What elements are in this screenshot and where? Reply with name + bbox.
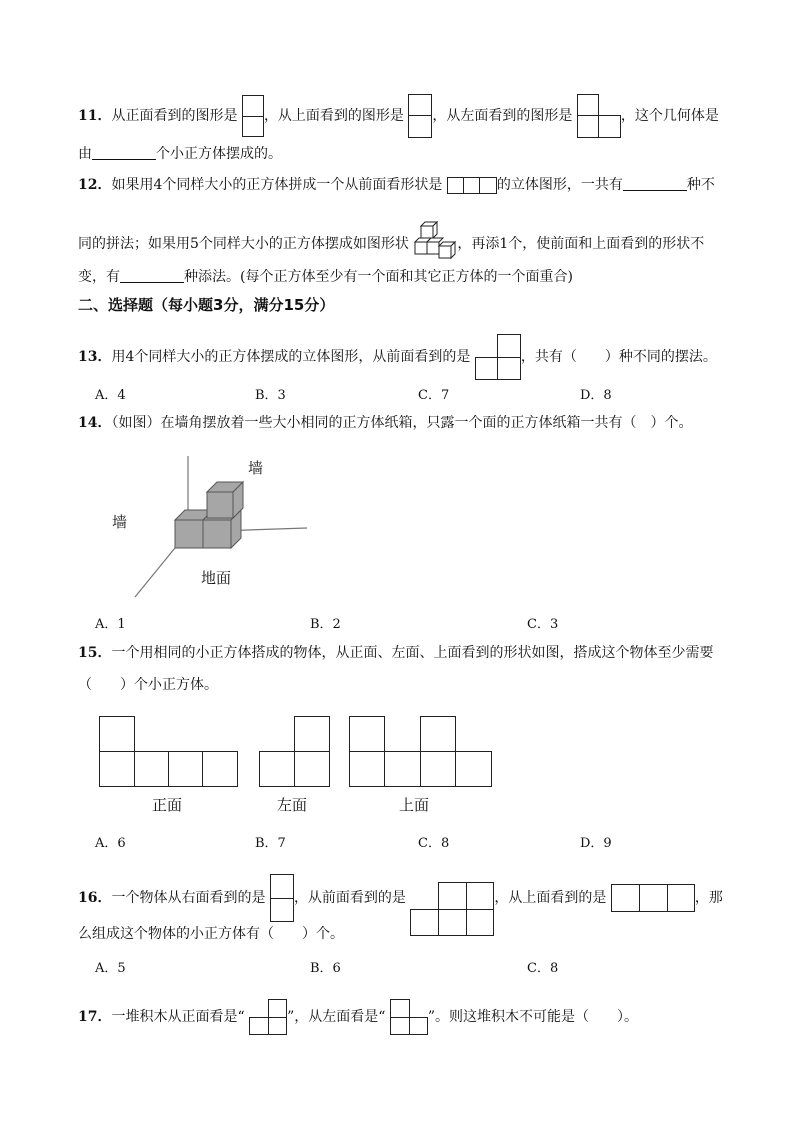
q13-option-a[interactable]: A．4 [95,388,126,403]
q13-option-c[interactable]: C．7 [418,388,450,403]
q14-label-wall-top: 墙 [248,459,264,477]
q16-text1: 一个物体从右面看到的是 [111,890,266,906]
q13-cell [497,357,521,380]
q11-line1 [78,94,719,124]
q12-shape-cell [463,177,480,194]
q16-line1 [78,874,723,906]
q14-number: 14． [78,415,112,431]
q15-front-cell [202,751,238,787]
q12-answer-blank-2[interactable] [120,266,184,283]
q16-front-cell [438,909,467,936]
q12-text3: 种不 [686,177,715,193]
q17-left-cell [390,999,410,1018]
q14-label-wall-left: 墙 [112,513,128,531]
q12-text4: 同的拼法；如果用5个同样大小的正方体摆成如图形状 [78,236,409,252]
q15-front-cell [99,751,135,787]
q11-left-cell [577,115,599,138]
q11-answer-blank[interactable] [92,143,156,160]
q17-text1: 一堆积木从正面看是“ [111,1009,245,1025]
q11-top-cell [408,115,432,138]
q15-top-cell [455,751,492,787]
q13-front-view-figure [475,334,521,380]
q12-text2: 的立体图形，一共有 [496,177,623,193]
q17-left-view-figure [390,999,428,1035]
q17-number: 17． [78,1009,112,1025]
q16-top-cell [667,884,695,912]
q13-text2: ，共有（ ）种不同的摆法。 [520,349,717,365]
q15-caption-left: 左面 [277,796,308,814]
q16-line2 [78,922,344,946]
q11-left-cell [598,115,621,138]
q11-number: 11． [78,108,112,124]
q16-front-cell [466,909,494,936]
q15-left-view-figure [259,716,330,787]
q12-shape-cell [479,177,497,194]
q16-right-view-figure [270,874,294,922]
q17-front-cell [249,1017,269,1035]
q15-option-d[interactable]: D．9 [580,836,612,851]
q16-front-view-figure [410,882,494,936]
q14-line [78,411,692,435]
q16-right-cell [270,874,294,899]
q15-caption-front: 正面 [152,796,183,814]
q15-front-cell [99,716,135,752]
q16-top-cell [639,884,668,912]
q15-option-c[interactable]: C．8 [418,836,450,851]
q11-top-view-figure [408,94,432,138]
q16-top-view-figure [611,884,695,912]
q15-top-cell [349,716,385,752]
q15-text2: （ ）个小正方体。 [78,677,218,693]
q15-number: 15． [78,645,112,661]
q12-answer-blank-1[interactable] [623,174,687,191]
q12-text5: ，再添1个，使前面和上面看到的形状不 [457,236,705,252]
q16-text2: ，从前面看到的是 [293,890,406,906]
q13-option-b[interactable]: B．3 [255,388,286,403]
q11-text4: ，这个几何体是 [620,108,719,124]
q16-top-cell [611,884,640,912]
q14-text: （如图）在墙角摆放着一些大小相同的正方体纸箱，只露一个面的正方体纸箱一共有（ ）个。 [111,415,693,431]
q15-top-cell [420,751,456,787]
q15-caption-top: 上面 [399,796,430,814]
q12-text6: 变，有 [78,269,120,285]
q15-front-cell [168,751,203,787]
q16-option-b[interactable]: B．6 [310,961,341,976]
q15-line1 [78,641,713,665]
q11-text3: ，从左面看到的图形是 [432,108,573,124]
q15-front-cell [134,751,169,787]
q11-front-cell [242,116,264,137]
q12-shape-cell [447,177,464,194]
q12-cube-stack-svg [413,220,457,260]
q15-text1: 一个用相同的小正方体搭成的物体，从正面、左面、上面看到的形状如图，搭成这个物体至少需要 [111,645,714,661]
q11-left-view-figure [577,94,621,138]
q15-option-b[interactable]: B．7 [255,836,286,851]
q15-left-cell [259,751,295,787]
q17-text2: ”，从左面看是“ [287,1009,386,1025]
q15-top-cell [384,751,421,787]
q13-option-d[interactable]: D．8 [580,388,612,403]
q11-text5: 由 [78,146,92,162]
q14-option-c[interactable]: C．3 [527,617,559,632]
q17-left-cell [390,1017,410,1035]
q13-line [78,334,717,365]
q11-front-cell [242,95,264,117]
q13-cell [497,334,521,358]
q11-text6: 个小正方体摆成的。 [156,146,282,162]
q12-cube-stack-figure [413,220,457,260]
q11-front-view-figure [242,95,264,137]
q16-number: 16． [78,890,112,906]
q15-left-cell [294,716,330,752]
q13-cell [475,357,498,380]
q15-line2 [78,673,218,697]
q11-line2 [78,142,282,166]
q13-number: 13． [78,349,112,365]
q16-option-a[interactable]: A．5 [95,961,126,976]
q17-text3: ”。则这堆积木不可能是（ ）。 [427,1009,639,1025]
q12-line1 [78,173,715,197]
q12-line2 [78,220,705,252]
q11-text2: ，从上面看到的图形是 [263,108,404,124]
q14-option-b[interactable]: B．2 [310,617,341,632]
q16-right-cell [270,898,294,922]
q15-top-cell [349,751,385,787]
q17-front-cell [268,999,287,1018]
q12-text7: 种添法。(每个正方体至少有一个面和其它正方体的一个面重合) [184,269,573,285]
q11-text1: 从正面看到的图形是 [111,108,238,124]
q14-option-a[interactable]: A．1 [95,617,126,632]
q16-text3: ，从上面看到的是 [494,890,607,906]
q17-front-view-figure [249,999,287,1035]
q15-front-view-figure [99,716,238,787]
q16-text5: 么组成这个物体的小正方体有（ ）个。 [78,926,344,942]
q15-top-view-figure [349,716,492,787]
q12-number: 12． [78,177,112,193]
q17-front-cell [268,1017,287,1035]
section-heading: 二、选择题（每小题3分，满分15分） [78,296,335,314]
q16-text4: ，那 [694,890,723,906]
q17-left-cell [409,1017,428,1035]
q15-left-cell [294,751,330,787]
q16-front-cell [438,882,467,910]
q15-option-a[interactable]: A．6 [95,836,126,851]
q14-label-floor: 地面 [201,569,232,587]
q16-option-c[interactable]: C．8 [527,961,559,976]
q17-line [78,999,638,1023]
q11-top-cell [408,94,432,116]
q16-front-cell [410,909,439,936]
q15-top-cell [420,716,456,752]
q11-left-cell [577,94,599,116]
q16-front-cell [466,882,494,910]
q12-text1: 如果用4个同样大小的正方体拼成一个从前面看形状是 [111,177,443,193]
q12-line3 [78,265,573,289]
q12-front-shape-figure [447,177,497,194]
q13-text1: 用4个同样大小的正方体摆成的立体图形，从前面看到的是 [111,349,471,365]
